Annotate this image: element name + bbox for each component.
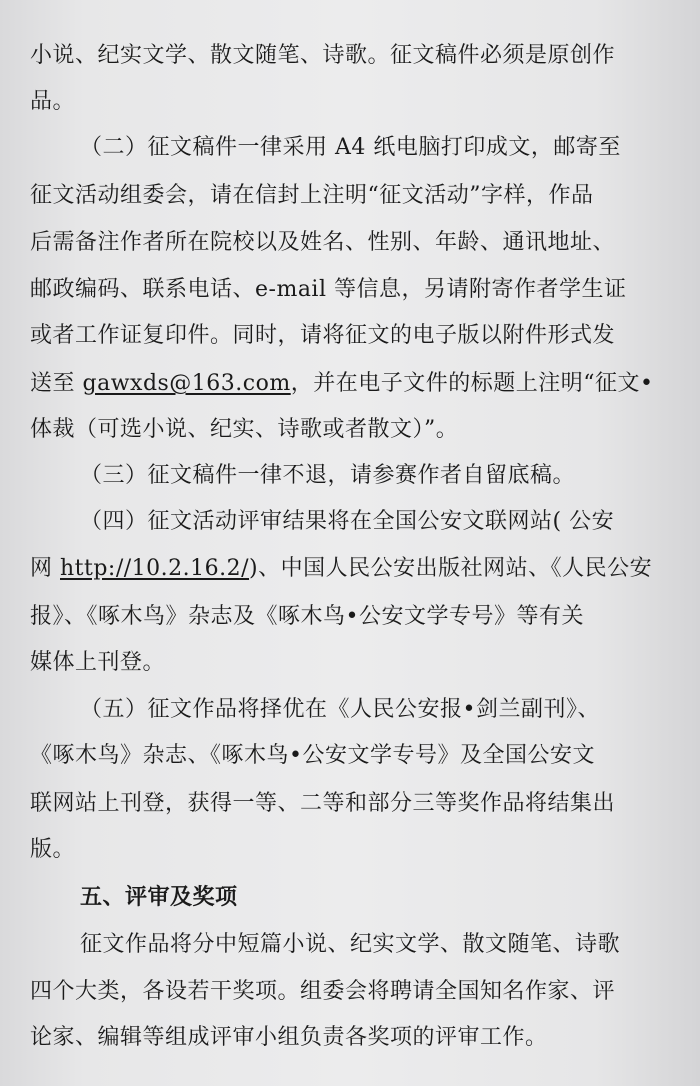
section-heading: 五、评审及奖项: [80, 884, 238, 910]
text-line-13: 报》、《啄木鸟》杂志及《啄木鸟•公安文学专号》等有关: [30, 604, 584, 629]
text-line-4: 征文活动组委会，请在信封上注明“征文活动”字样，作品: [30, 183, 594, 208]
text-line-8-prefix: 送至: [30, 371, 83, 396]
text-line-3: （二）征文稿件一律采用 A4 纸电脑打印成文，邮寄至: [80, 135, 621, 160]
text-line-8: [30, 370, 700, 398]
website-link[interactable]: http://10.2.16.2/: [60, 556, 250, 581]
text-line-1: 小说、纪实文学、散文随笔、诗歌。征文稿件必须是原创作: [30, 43, 616, 68]
email-address[interactable]: gawxds@163.com: [82, 371, 291, 396]
text-line-22: 论家、编辑等组成评审小组负责各奖项的评审工作。: [30, 1025, 548, 1050]
text-line-12-suffix: )、中国人民公安出版社网站、《人民公安: [249, 556, 653, 581]
text-line-20: 征文作品将分中短篇小说、纪实文学、散文随笔、诗歌: [80, 932, 621, 957]
text-line-8-suffix: ，并在电子文件的标题上注明“征文•: [290, 371, 654, 396]
text-line-14: 媒体上刊登。: [30, 650, 166, 675]
text-line-11: （四）征文活动评审结果将在全国公安文联网站( 公安: [80, 509, 615, 534]
text-line-10: （三）征文稿件一律不退，请参赛作者自留底稿。: [80, 463, 576, 488]
text-line-5: 后需备注作者所在院校以及姓名、性别、年龄、通讯地址、: [30, 230, 616, 255]
text-line-21: 四个大类，各设若干奖项。组委会将聘请全国知名作家、评: [30, 979, 616, 1004]
text-line-18: 版。: [30, 837, 76, 862]
text-line-2: 品。: [30, 89, 76, 114]
text-line-12: [30, 555, 700, 583]
text-line-16: 《啄木鸟》杂志、《啄木鸟•公安文学专号》及全国公安文: [30, 743, 595, 768]
text-line-9: 体裁（可选小说、纪实、诗歌或者散文）”。: [30, 417, 459, 442]
text-line-15: （五）征文作品将择优在《人民公安报•剑兰副刊》、: [80, 697, 600, 722]
text-line-7: 或者工作证复印件。同时，请将征文的电子版以附件形式发: [30, 323, 616, 348]
text-line-6: 邮政编码、联系电话、e-mail 等信息，另请附寄作者学生证: [30, 277, 627, 302]
text-line-17: 联网站上刊登，获得一等、二等和部分三等奖作品将结集出: [30, 791, 616, 816]
text-line-12-prefix: 网: [30, 556, 60, 581]
